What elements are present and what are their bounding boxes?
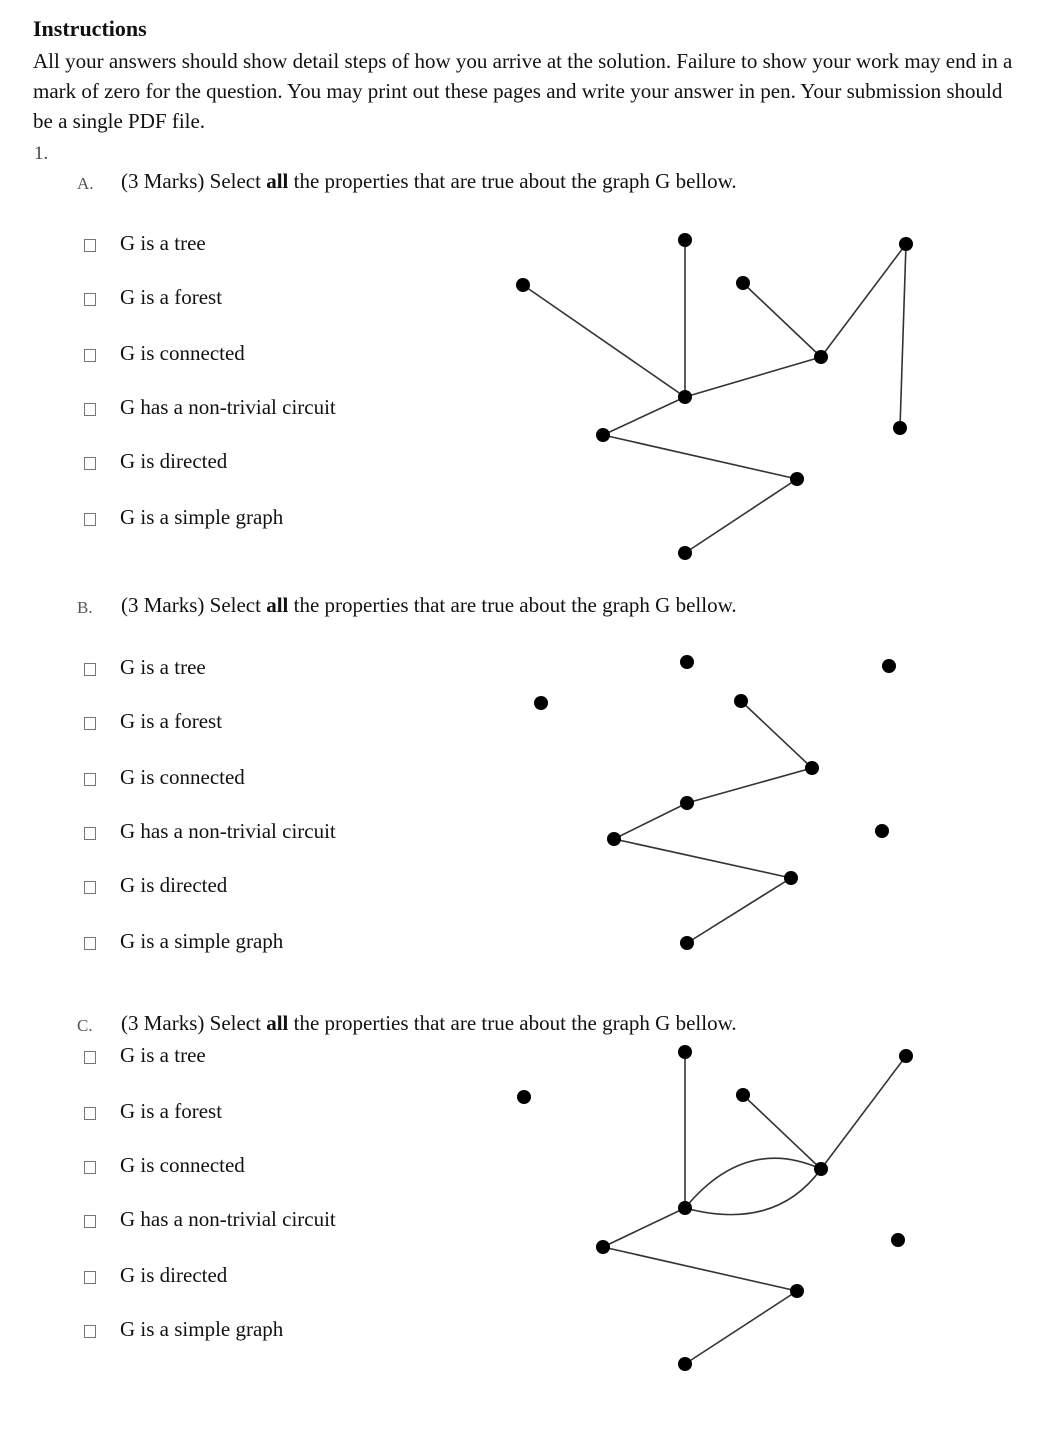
graph-vertex bbox=[893, 421, 907, 435]
option-label: G has a non-trivial circuit bbox=[120, 395, 336, 419]
graph-vertex bbox=[534, 696, 548, 710]
graph-edge bbox=[687, 768, 812, 803]
graph-vertex bbox=[875, 824, 889, 838]
part-b-question: (3 Marks) Select all the properties that are true about the graph G bellow. bbox=[121, 593, 737, 617]
graph-vertex bbox=[805, 761, 819, 775]
graph-vertex bbox=[680, 796, 694, 810]
graph-edge bbox=[603, 397, 685, 435]
graph-c-vertices bbox=[517, 1045, 913, 1371]
graph-edge bbox=[743, 283, 821, 357]
graph-vertex bbox=[736, 1088, 750, 1102]
option-label: G is connected bbox=[120, 1153, 245, 1177]
graph-c bbox=[603, 1052, 906, 1364]
option-label: G is a simple graph bbox=[120, 1317, 284, 1341]
graph-edge bbox=[523, 285, 685, 397]
graph-vertex bbox=[814, 1162, 828, 1176]
graph-edge bbox=[821, 1056, 906, 1169]
option-label: G is a tree bbox=[120, 231, 206, 255]
option-label: G is a simple graph bbox=[120, 505, 284, 529]
graph-vertex bbox=[596, 428, 610, 442]
graph-edge bbox=[821, 244, 906, 357]
option-label: G is directed bbox=[120, 1263, 228, 1287]
graph-vertex bbox=[678, 1045, 692, 1059]
graph-vertex bbox=[784, 871, 798, 885]
graph-vertex bbox=[678, 233, 692, 247]
graph-b-vertices bbox=[534, 655, 896, 950]
part-a-question: (3 Marks) Select all the properties that are true about the graph G bellow. bbox=[121, 169, 737, 193]
instructions-title: Instructions bbox=[33, 16, 147, 41]
graph-edge bbox=[687, 878, 791, 943]
graph-vertex bbox=[790, 1284, 804, 1298]
graph-vertex bbox=[680, 655, 694, 669]
graph-vertex bbox=[736, 276, 750, 290]
graph-vertex bbox=[814, 350, 828, 364]
option-label: G is connected bbox=[120, 341, 245, 365]
graph-vertex bbox=[678, 546, 692, 560]
graph-vertex bbox=[790, 472, 804, 486]
graph-a bbox=[523, 240, 906, 553]
option-label: G has a non-trivial circuit bbox=[120, 1207, 336, 1231]
graph-edge bbox=[741, 701, 812, 768]
graph-edge bbox=[685, 479, 797, 553]
graph-edge bbox=[685, 1158, 821, 1208]
question-number: 1. bbox=[34, 143, 49, 164]
option-label: G is a forest bbox=[120, 709, 223, 733]
graph-vertex bbox=[678, 1357, 692, 1371]
graph-vertex bbox=[678, 1201, 692, 1215]
graph-vertex bbox=[607, 832, 621, 846]
option-label: G is directed bbox=[120, 873, 228, 897]
graph-vertex bbox=[678, 390, 692, 404]
option-label: G is a tree bbox=[120, 655, 206, 679]
graph-vertex bbox=[516, 278, 530, 292]
part-a-label: A. bbox=[77, 174, 94, 193]
graph-vertex bbox=[891, 1233, 905, 1247]
graph-vertex bbox=[596, 1240, 610, 1254]
part-c-question: (3 Marks) Select all the properties that are true about the graph G bellow. bbox=[121, 1011, 737, 1035]
graph-edge bbox=[685, 357, 821, 397]
graph-vertex bbox=[680, 936, 694, 950]
graph-edge bbox=[685, 1291, 797, 1364]
option-label: G is connected bbox=[120, 765, 245, 789]
option-label: G is a simple graph bbox=[120, 929, 284, 953]
instructions-body: All your answers should show detail steps of how you arrive at the solution. Failure to show your work may end in a mark of zero for the question. You may print out these pages and write your answer in pen. Your submission should be a single PDF file. bbox=[33, 49, 1013, 133]
graph-vertex bbox=[899, 1049, 913, 1063]
graph-edge bbox=[900, 244, 906, 428]
part-c-label: C. bbox=[77, 1016, 93, 1035]
graph-b bbox=[614, 701, 812, 943]
option-label: G is directed bbox=[120, 449, 228, 473]
graph-edge bbox=[614, 803, 687, 839]
graph-vertex bbox=[882, 659, 896, 673]
graph-a-vertices bbox=[516, 233, 913, 560]
graph-edge bbox=[603, 435, 797, 479]
option-label: G is a forest bbox=[120, 1099, 223, 1123]
graph-edge bbox=[685, 1169, 821, 1215]
graph-edge bbox=[603, 1247, 797, 1291]
graph-edge bbox=[614, 839, 791, 878]
option-label: G has a non-trivial circuit bbox=[120, 819, 336, 843]
option-label: G is a forest bbox=[120, 285, 223, 309]
graph-edge bbox=[603, 1208, 685, 1247]
graph-vertex bbox=[899, 237, 913, 251]
graph-vertex bbox=[517, 1090, 531, 1104]
option-label: G is a tree bbox=[120, 1043, 206, 1067]
graph-vertex bbox=[734, 694, 748, 708]
part-b-label: B. bbox=[77, 598, 93, 617]
